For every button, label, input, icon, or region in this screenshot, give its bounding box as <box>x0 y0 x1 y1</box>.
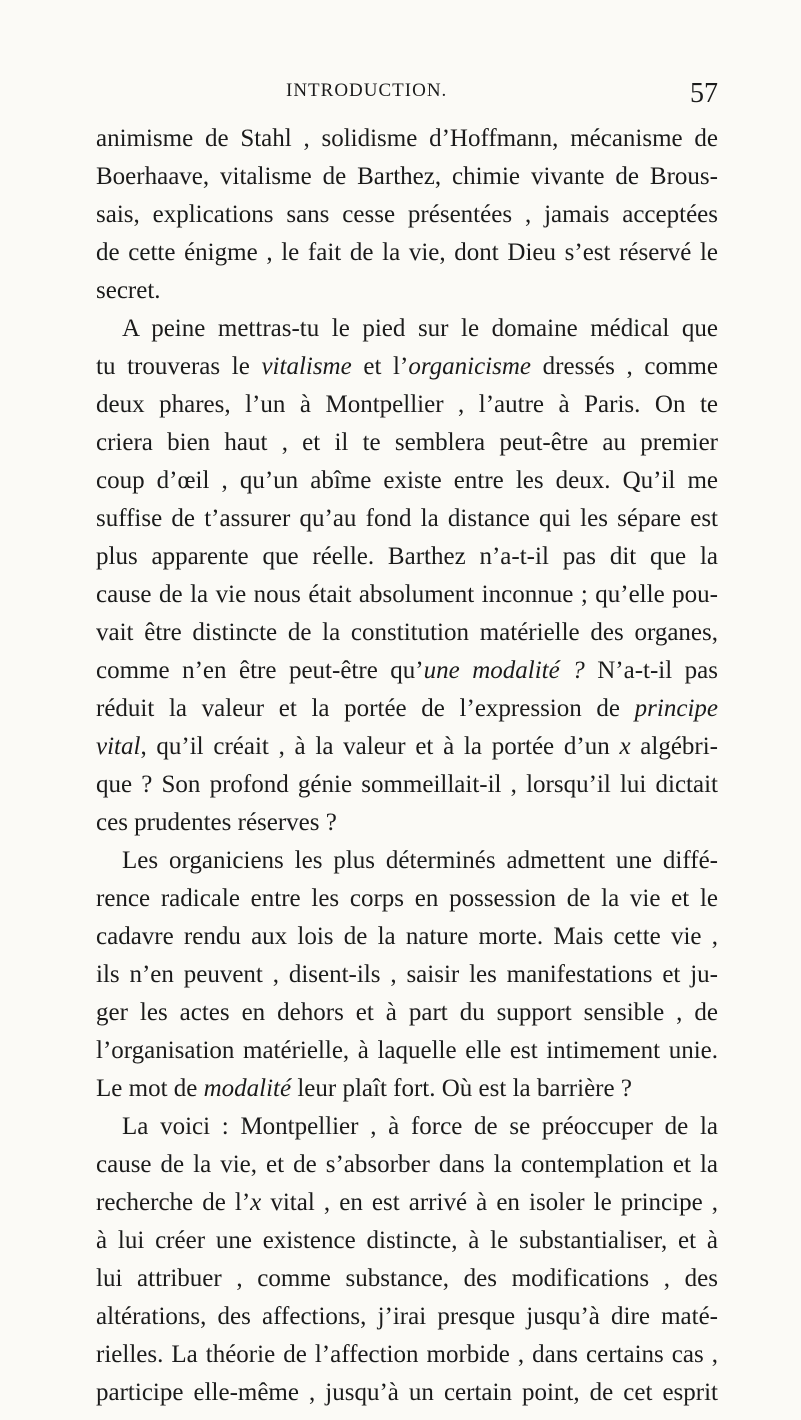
text-run: ger les actes en dehors et à part du support sensible , de <box>96 999 718 1026</box>
text-run: vital , en est arrivé à en isoler le principe , <box>261 1189 718 1216</box>
running-head <box>96 80 718 110</box>
text-line <box>96 1146 718 1184</box>
text-line <box>96 120 718 158</box>
text-run: participe elle-même , jusqu’à un certain point, de cet esprit <box>96 1379 718 1406</box>
text-line <box>96 804 718 842</box>
text-run: algébri- <box>630 733 719 760</box>
text-line <box>96 1184 718 1222</box>
text-run: cause de la vie nous était absolument inconnue ; qu’elle pou- <box>96 581 718 608</box>
text-run: ces prudentes réserves ? <box>96 809 337 836</box>
italic-text: x <box>619 733 631 760</box>
text-run: rielles. La théorie de l’affection morbide , dans certains cas , <box>96 1341 718 1368</box>
text-line <box>96 956 718 994</box>
italic-text: vitalisme <box>261 353 352 380</box>
text-line <box>96 1374 718 1412</box>
text-line <box>96 1336 718 1374</box>
text-line <box>96 918 718 956</box>
text-run: La voici : Montpellier , à force de se préoccuper de la <box>122 1113 718 1140</box>
text-line <box>96 1222 718 1260</box>
text-run: suffise de t’assurer qu’au fond la distance qui les sépare est <box>96 505 718 532</box>
italic-text: organicisme <box>408 353 531 380</box>
text-run: dressés , comme <box>531 353 718 380</box>
italic-text: x <box>250 1189 262 1216</box>
text-run: animisme de Stahl , solidisme d’Hoffmann, mécanisme de <box>96 125 718 152</box>
text-run: lui attribuer , comme substance, des modifications , des <box>96 1265 718 1292</box>
italic-text: modalité <box>203 1075 292 1102</box>
text-line <box>96 1298 718 1336</box>
text-line <box>96 880 718 918</box>
italic-text: une modalité ? <box>423 657 585 684</box>
text-run: l’organisation matérielle, à laquelle elle est intimement unie. <box>96 1037 718 1064</box>
text-line <box>96 348 718 386</box>
text-run: tu trouveras le <box>96 353 262 380</box>
text-run: altérations, des affections, j’irai presque jusqu’à dire maté- <box>96 1303 718 1330</box>
text-line <box>96 576 718 614</box>
text-run: Les organiciens les plus déterminés admettent une diffé- <box>122 847 718 874</box>
text-run: comme n’en être peut-être qu’ <box>96 657 424 684</box>
text-run: , qu’il créait , à la valeur et à la portée d’un <box>140 733 620 760</box>
text-line <box>96 424 718 462</box>
text-line <box>96 614 718 652</box>
text-line <box>96 766 718 804</box>
text-run: sais, explications sans cesse présentées , jamais acceptées <box>96 201 718 228</box>
text-line <box>96 652 718 690</box>
text-run: Boerhaave, vitalisme de Barthez, chimie vivante de Brous- <box>96 163 718 190</box>
text-line <box>96 386 718 424</box>
text-run: coup d’œil , qu’un abîme existe entre les deux. Qu’il me <box>96 467 718 494</box>
text-run: criera bien haut , et il te semblera peut-être au premier <box>96 429 718 456</box>
text-run: rence radicale entre les corps en possession de la vie et le <box>96 885 718 912</box>
text-line <box>96 690 718 728</box>
text-line <box>96 538 718 576</box>
text-run: deux phares, l’un à Montpellier , l’autre à Paris. On te <box>96 391 718 418</box>
text-run: A peine mettras-tu le pied sur le domaine médical que <box>122 315 718 342</box>
text-run: recherche de l’ <box>96 1189 251 1216</box>
text-run: réduit la valeur et la portée de l’expression de <box>96 695 635 722</box>
text-run: vait être distincte de la constitution matérielle des organes, <box>96 619 718 646</box>
text-line <box>96 158 718 196</box>
text-run: de cette énigme , le fait de la vie, dont Dieu s’est réservé le <box>96 239 718 266</box>
text-line <box>96 462 718 500</box>
italic-text: principe <box>634 695 718 722</box>
text-line <box>96 310 718 348</box>
text-run: à lui créer une existence distincte, à le substantialiser, et à <box>96 1227 718 1254</box>
text-line <box>96 994 718 1032</box>
text-line <box>96 728 718 766</box>
text-run: que ? Son profond génie sommeillait-il , lorsqu’il lui dictait <box>96 771 718 798</box>
text-line <box>96 500 718 538</box>
page-number: 57 <box>690 78 718 109</box>
text-line <box>96 1108 718 1146</box>
text-run: ils n’en peuvent , disent-ils , saisir les manifestations et ju- <box>96 961 718 988</box>
text-run: cadavre rendu aux lois de la nature morte. Mais cette vie , <box>96 923 718 950</box>
text-line <box>96 196 718 234</box>
text-run: plus apparente que réelle. Barthez n’a-t-il pas dit que la <box>96 543 718 570</box>
text-run: N’a-t-il pas <box>584 657 719 684</box>
text-run: Le mot de <box>96 1075 204 1102</box>
text-line <box>96 1260 718 1298</box>
body-text <box>96 120 718 1412</box>
text-run: cause de la vie, et de s’absorber dans la contemplation et la <box>96 1151 718 1178</box>
text-line <box>96 842 718 880</box>
text-run: et l’ <box>351 353 409 380</box>
text-line <box>96 234 718 272</box>
text-run: leur plaît fort. Où est la barrière ? <box>291 1075 632 1102</box>
text-line <box>96 1070 718 1108</box>
running-title: INTRODUCTION. <box>286 80 448 101</box>
text-line <box>96 272 718 310</box>
text-line <box>96 1032 718 1070</box>
text-run: secret. <box>96 277 161 304</box>
italic-text: vital <box>96 733 141 760</box>
